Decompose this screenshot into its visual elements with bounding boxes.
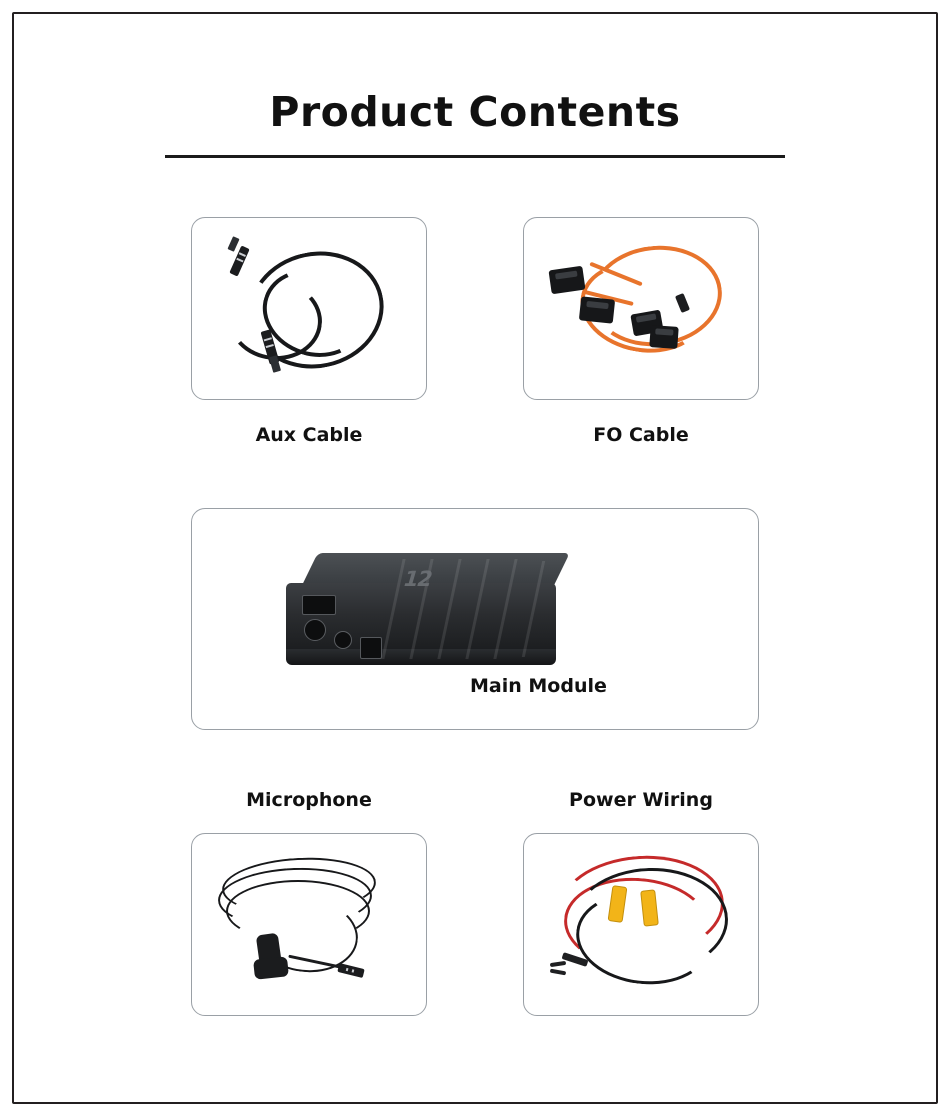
title-divider	[165, 155, 785, 158]
module-logo: 12	[400, 567, 435, 591]
microphone-image	[192, 834, 426, 1015]
product-card-aux-cable	[191, 217, 427, 400]
caption-fo-cable: FO Cable	[593, 424, 689, 446]
page-title: Product Contents	[269, 88, 681, 136]
caption-main-module: Main Module	[470, 675, 607, 697]
caption-power-wiring: Power Wiring	[569, 789, 713, 811]
power-wiring-image	[524, 834, 758, 1015]
product-card-microphone	[191, 833, 427, 1016]
product-card-power-wiring	[523, 833, 759, 1016]
caption-aux-cable: Aux Cable	[255, 424, 363, 446]
fiber-optic-cable-image	[524, 218, 758, 399]
product-card-fo-cable	[523, 217, 759, 400]
caption-microphone: Microphone	[246, 789, 372, 811]
aux-cable-image	[192, 218, 426, 399]
